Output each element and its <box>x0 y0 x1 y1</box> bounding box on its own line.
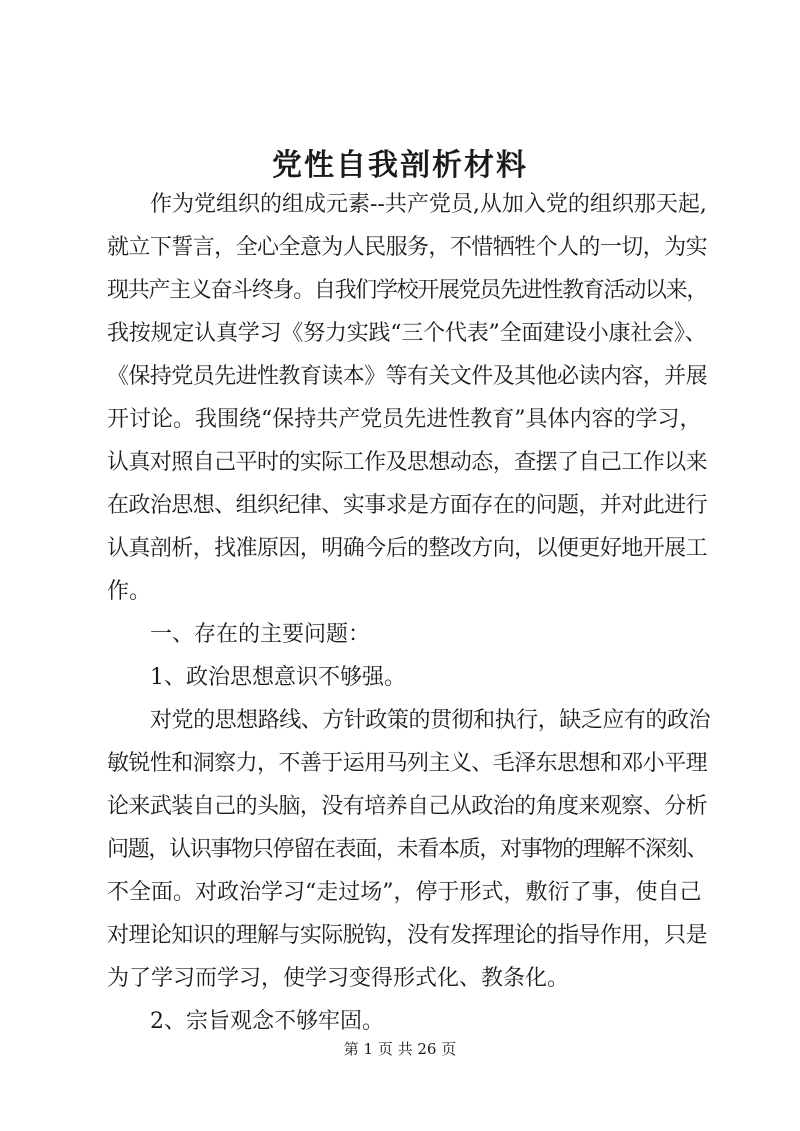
paragraph-line: 问题，认识事物只停留在表面，未看本质，对事物的理解不深刻、 <box>107 837 708 862</box>
paragraph-line: 不全面。对政治学习“走过场”，停于形式，敷衍了事，使自己 <box>107 880 702 905</box>
paragraph-line: 对党的思想路线、方针政策的贯彻和执行，缺乏应有的政治 <box>150 708 711 733</box>
document-title: 党性自我剖析材料 <box>272 148 528 183</box>
paragraph-line: 我按规定认真学习《努力实践“三个代表”全面建设小康社会》、 <box>107 321 707 346</box>
paragraph-line: 认真剖析，找准原因，明确今后的整改方向，以便更好地开展工 <box>107 536 708 561</box>
paragraph-line: 敏锐性和洞察力，不善于运用马列主义、毛泽东思想和邓小平理 <box>107 751 708 776</box>
paragraph-line: 就立下誓言，全心全意为人民服务，不惜牺牲个人的一切，为实 <box>107 235 708 260</box>
paragraph-line: 论来武装自己的头脑，没有培养自己从政治的角度来观察、分析 <box>107 794 708 819</box>
paragraph-line: 现共产主义奋斗终身。自我们学校开展党员先进性教育活动以来， <box>107 278 708 303</box>
paragraph-line: 作。 <box>107 579 152 604</box>
paragraph-line: 作为党组织的组成元素--共产党员,从加入党的组织那天起, <box>150 192 707 217</box>
paragraph-line: 《保持党员先进性教育读本》等有关文件及其他必读内容，并展 <box>107 364 708 389</box>
page-number-footer: 第 1 页 共 26 页 <box>343 1040 457 1058</box>
paragraph-line: 在政治思想、组织纪律、实事求是方面存在的问题，并对此进行 <box>107 493 708 518</box>
subsection-heading: 2、宗旨观念不够牢固。 <box>150 1009 384 1034</box>
paragraph-line: 开讨论。我围绕“保持共产党员先进性教育”具体内容的学习， <box>107 407 702 432</box>
section-heading: 一、存在的主要问题： <box>150 622 371 647</box>
paragraph-line: 为了学习而学习，使学习变得形式化、教条化。 <box>107 966 570 991</box>
paragraph-line: 对理论知识的理解与实际脱钩，没有发挥理论的指导作用，只是 <box>107 923 708 948</box>
subsection-heading: 1、政治思想意识不够强。 <box>150 665 406 690</box>
paragraph-line: 认真对照自己平时的实际工作及思想动态，查摆了自己工作以来 <box>107 450 708 475</box>
